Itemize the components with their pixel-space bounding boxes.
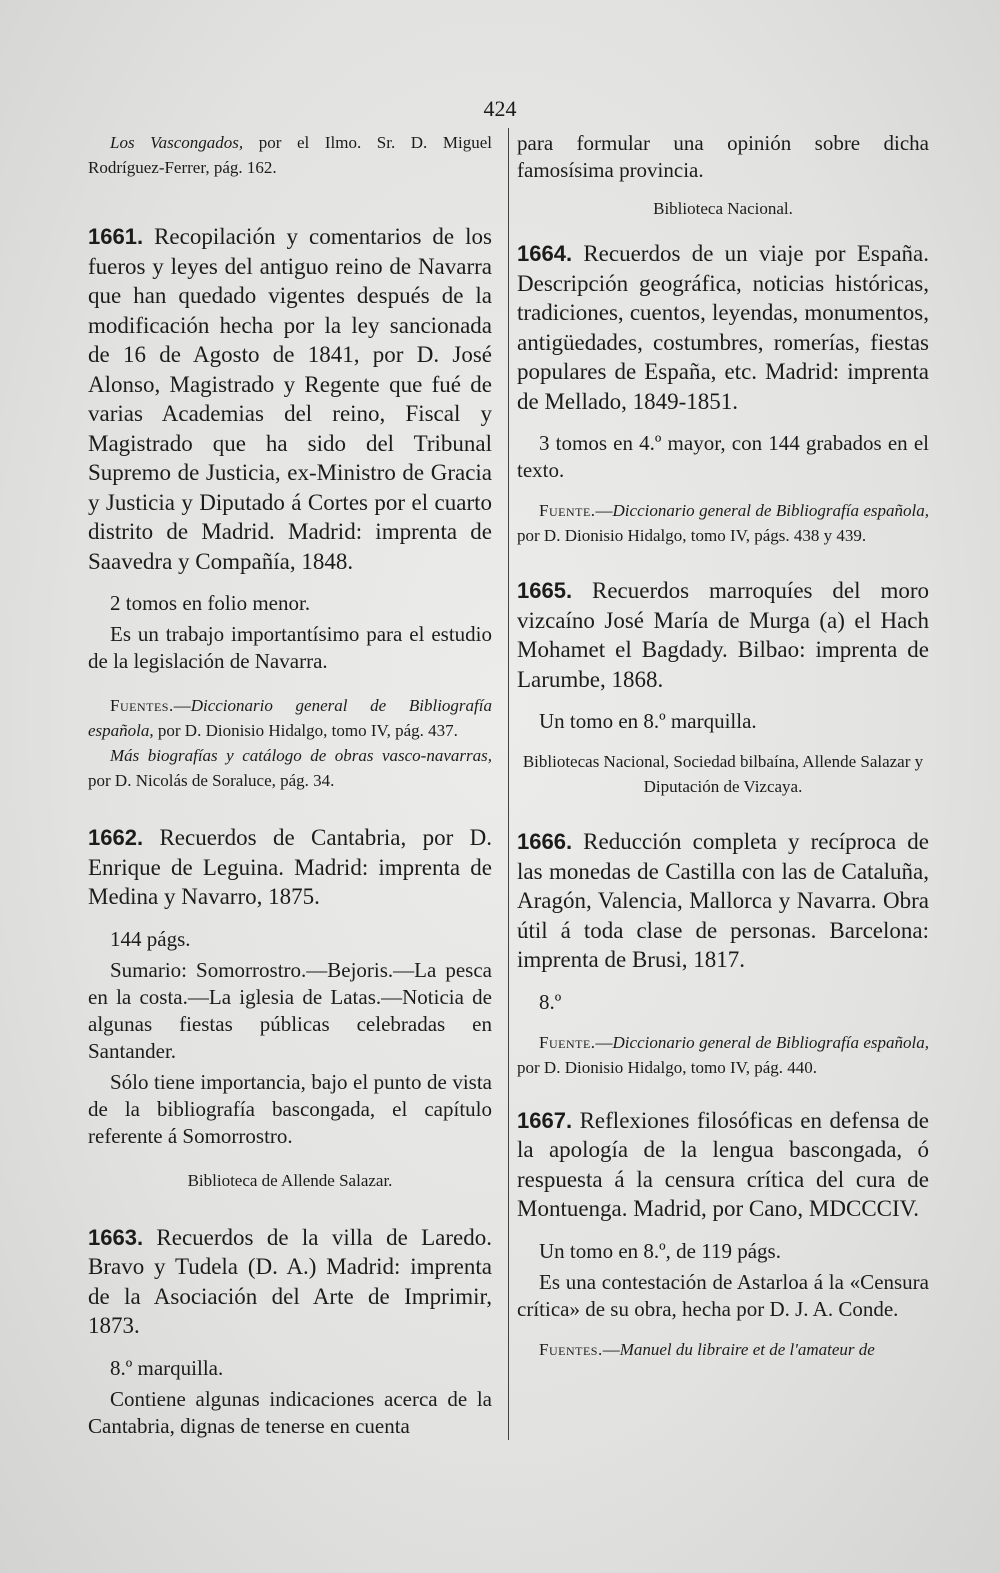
source-title: Más biografías y catálogo de obras vasco-navarras, bbox=[110, 746, 492, 765]
entry-number: 1661. bbox=[88, 224, 144, 249]
source-title: Diccionario general de Bibliografía española, bbox=[612, 1032, 929, 1052]
entry-note: Es un trabajo importantísimo para el estudio de la legislación de Navarra. bbox=[88, 622, 492, 673]
entry-1663 bbox=[88, 1223, 492, 1341]
entry-source: Fuentes.—Diccionario general de Bibliografía española, por D. Dionisio Hidalgo, tomo IV, pág. 437. bbox=[88, 696, 492, 740]
continuation-library: Biblioteca Nacional. bbox=[653, 199, 793, 218]
entry-number: 1665. bbox=[517, 578, 573, 603]
entry-number: 1667. bbox=[517, 1107, 573, 1133]
entry-text: Reflexiones filosóficas en defensa de la apología de la lengua bascongada, ó respuesta á la censura crítica del cura de Montuenga. Madrid, por Cano, MDCCCIV. bbox=[517, 1107, 929, 1221]
column-divider bbox=[508, 128, 509, 1440]
source-text: por D. Dionisio Hidalgo, tomo IV, pág. 437. bbox=[153, 721, 458, 740]
entry-number: 1664. bbox=[517, 241, 573, 266]
entry-note: Es una contestación de Astarloa á la «Censura crítica» de su obra, hecha por D. J. A. Conde. bbox=[517, 1269, 929, 1321]
entry-number: 1666. bbox=[517, 829, 573, 854]
entry-note: 3 tomos en 4.º mayor, con 144 grabados en el texto. bbox=[517, 431, 929, 482]
entry-note: Un tomo en 8.º marquilla. bbox=[539, 709, 757, 733]
entry-1662 bbox=[88, 823, 492, 912]
source-label: Fuentes. bbox=[539, 1339, 603, 1359]
entry-text: Recuerdos de Cantabria, por D. Enrique de Leguina. Madrid: imprenta de Medina y Navarro, 1875. bbox=[88, 825, 493, 909]
entry-note: Sumario: Somorrostro.—Bejoris.—La pesca en la costa.—La iglesia de Latas.—Noticia de algunas fiestas públicas celebradas en Santander. bbox=[88, 957, 492, 1063]
entry-text: Recuerdos de un viaje por España. Descripción geográfica, noticias históricas, tradiciones, cuentos, leyendas, monumentos, antigüedades, costumbres, romerías, fiestas populares de España, etc. Madrid: imprenta de Mellado, 1849-1851. bbox=[517, 241, 930, 414]
entry-1665 bbox=[517, 576, 929, 694]
source-title: Diccionario general de Bibliografía española, bbox=[88, 696, 492, 740]
source-text: por D. Dionisio Hidalgo, tomo IV, págs. 438 y 439. bbox=[517, 526, 867, 545]
entry-note: 8.º marquilla. bbox=[110, 1355, 224, 1380]
continuation-text: para formular una opinión sobre dicha famosísima provincia. bbox=[517, 131, 929, 182]
entry-number: 1662. bbox=[88, 825, 144, 850]
entry-note: 8.º bbox=[539, 989, 562, 1014]
source-label: Fuentes. bbox=[110, 696, 174, 715]
continuation-citation bbox=[88, 130, 492, 180]
entry-text: Recuerdos marroquíes del moro vizcaíno José María de Murga (a) el Hach Mohamet el Bagdady. Bilbao: imprenta de Larumbe, 1868. bbox=[517, 578, 929, 692]
entry-number: 1663. bbox=[88, 1224, 144, 1250]
source-text: por D. Nicolás de Soraluce, pág. 34. bbox=[88, 771, 335, 790]
entry-note: Sólo tiene importancia, bajo el punto de vista de la bibliografía bascongada, el capítulo referente á Somorrostro. bbox=[88, 1069, 492, 1148]
entry-note: 144 págs. bbox=[110, 926, 191, 951]
source-label: Fuente. bbox=[539, 501, 596, 520]
entry-source: Fuentes.—Manuel du libraire et de l'amateur de bbox=[539, 1339, 875, 1359]
entry-1664 bbox=[517, 239, 929, 416]
left-column bbox=[88, 130, 492, 1440]
source-text: por D. Dionisio Hidalgo, tomo IV, pág. 440. bbox=[517, 1057, 818, 1077]
entry-source: Fuente.—Diccionario general de Bibliografía española, por D. Dionisio Hidalgo, tomo IV, págs. 438 y 439. bbox=[517, 501, 929, 545]
entry-1666 bbox=[517, 827, 929, 975]
entry-note: Contiene algunas indicaciones acerca de la Cantabria, dignas de tenerse en cuenta bbox=[88, 1386, 492, 1438]
entry-text: Recuerdos de la villa de Laredo. Bravo y Tudela (D. A.) Madrid: imprenta de la Asociación del Arte de Imprimir, 1873. bbox=[88, 1224, 492, 1338]
entry-source: Fuente.—Diccionario general de Bibliografía española, por D. Dionisio Hidalgo, tomo IV, pág. 440. bbox=[517, 1032, 929, 1077]
source-title: Diccionario general de Bibliografía española, bbox=[612, 501, 929, 520]
entry-library: Biblioteca de Allende Salazar. bbox=[187, 1170, 393, 1190]
entry-note: 2 tomos en folio menor. bbox=[110, 591, 311, 615]
continuation-text: por el Ilmo. Sr. D. Miguel Rodríguez-Ferrer, pág. 162. bbox=[88, 133, 492, 177]
entry-note: Un tomo en 8.º, de 119 págs. bbox=[539, 1238, 781, 1263]
entry-1667 bbox=[517, 1106, 929, 1224]
entry-source bbox=[88, 743, 492, 793]
source-title: Manuel du libraire et de l'amateur de bbox=[619, 1339, 875, 1359]
entry-1661 bbox=[88, 222, 492, 576]
page-number: 424 bbox=[483, 96, 517, 121]
source-label: Fuente. bbox=[539, 1032, 596, 1052]
continuation-title: Los Vascongados, bbox=[110, 133, 244, 152]
entry-library: Bibliotecas Nacional, Sociedad bilbaína, Allende Salazar y Diputación de Vizcaya. bbox=[522, 752, 924, 796]
right-column bbox=[517, 130, 929, 1362]
entry-text: Recopilación y comentarios de los fueros y leyes del antiguo reino de Navarra que han quedado vigentes después de la modificación hecha por la ley sancionada de 16 de Agosto de 1841, por D. José Alonso, Magistrado y Regente que fué de varias Academias del reino, Fiscal y Magistrado que ha sido del Tribunal Supremo de Justicia, ex-Ministro de Gracia y Justicia y Diputado á Cortes por el cuarto distrito de Madrid. Madrid: imprenta de Saavedra y Compañía, 1848. bbox=[88, 224, 492, 574]
entry-text: Reducción completa y recíproca de las monedas de Castilla con las de Cataluña, Aragón, Valencia, Mallorca y Navarra. Obra útil á toda clase de personas. Barcelona: imprenta de Brusi, 1817. bbox=[517, 829, 930, 972]
